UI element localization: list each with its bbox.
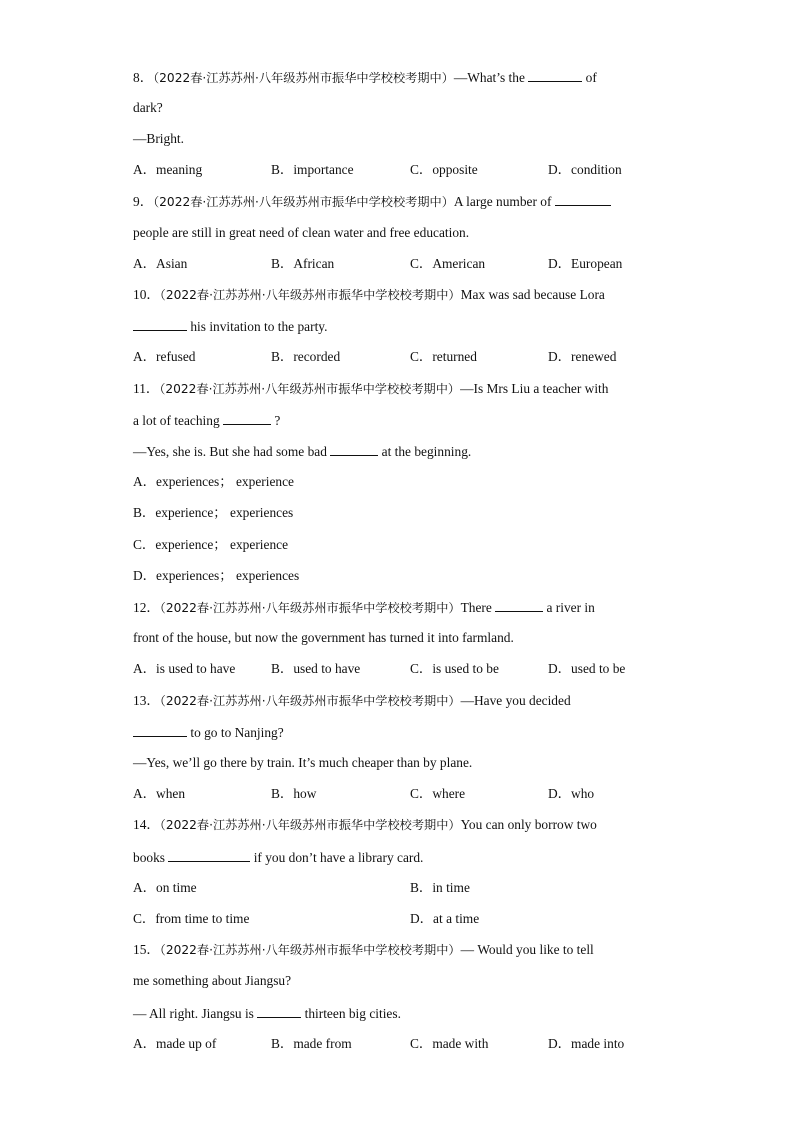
- option-b: B．experience； experiences: [133, 505, 294, 520]
- option-a: A．when: [133, 786, 186, 801]
- question-15-dialog: [133, 1005, 401, 1022]
- question-10-line2: [133, 318, 327, 335]
- question-stem-tail: ?: [271, 413, 281, 428]
- question-stem: —Is Mrs Liu a teacher with: [460, 381, 609, 396]
- question-stem: books: [133, 850, 165, 865]
- question-15-line1: [133, 942, 594, 958]
- question-11-line1: [133, 381, 608, 397]
- dialog-text-tail: at the beginning.: [378, 444, 472, 459]
- option-d: D．who: [548, 786, 595, 801]
- question-8-line1: [133, 69, 597, 86]
- option-b: B．used to have: [271, 661, 361, 676]
- question-stem: There: [460, 600, 492, 615]
- option-b: B．made from: [271, 1036, 352, 1051]
- question-stem: —What’s the: [453, 70, 525, 85]
- answer-blank: [168, 849, 250, 862]
- question-source: （2022春·江苏苏州·八年级苏州市振华中学校校考期中）: [153, 71, 454, 85]
- question-number: 10．: [133, 287, 160, 302]
- question-8-dialog: —Bright.: [133, 131, 184, 146]
- option-c: C．returned: [410, 349, 477, 364]
- question-8-line2: dark?: [133, 100, 163, 115]
- option-b: B．importance: [271, 162, 354, 177]
- option-d: D．at a time: [410, 911, 480, 926]
- option-a: A．meaning: [133, 162, 203, 177]
- option-a: A．experiences； experience: [133, 474, 294, 489]
- question-stem-tail: a river in: [543, 600, 595, 615]
- question-9-line2: people are still in great need of clean water and free education.: [133, 225, 470, 240]
- question-14-line2: [133, 849, 423, 866]
- option-b: B．African: [271, 256, 335, 271]
- question-stem-tail: of: [582, 70, 597, 85]
- question-14-line1: [133, 817, 597, 833]
- question-stem: to go to Nanjing?: [187, 725, 284, 740]
- answer-blank: [133, 318, 187, 331]
- question-source: （2022春·江苏苏州·八年级苏州市振华中学校校考期中）: [159, 694, 461, 708]
- option-c: C．is used to be: [410, 661, 499, 676]
- question-number: 13．: [133, 693, 160, 708]
- option-a: A．refused: [133, 349, 196, 364]
- question-stem-tail: if you don’t have a library card.: [250, 850, 424, 865]
- option-d: D．condition: [548, 162, 622, 177]
- question-13-line1: [133, 693, 571, 709]
- answer-blank: [133, 724, 187, 737]
- option-c: C．made with: [410, 1036, 489, 1051]
- question-11-line2: [133, 412, 280, 429]
- question-12-line1: [133, 599, 595, 616]
- question-source: （2022春·江苏苏州·八年级苏州市振华中学校校考期中）: [159, 601, 461, 615]
- question-source: （2022春·江苏苏州·八年级苏州市振华中学校校考期中）: [153, 195, 454, 209]
- option-a: A．on time: [133, 880, 197, 895]
- option-c: C．experience； experience: [133, 537, 289, 552]
- question-stem: A large number of: [453, 194, 552, 209]
- dialog-text-tail: thirteen big cities.: [301, 1006, 401, 1021]
- dialog-text: —Yes, she is. But she had some bad: [133, 444, 327, 459]
- option-a: A．Asian: [133, 256, 188, 271]
- option-d: D．made into: [548, 1036, 625, 1051]
- question-stem: his invitation to the party.: [187, 319, 328, 334]
- question-source: （2022春·江苏苏州·八年级苏州市振华中学校校考期中）: [159, 382, 461, 396]
- option-a: A．made up of: [133, 1036, 217, 1051]
- option-c: C．where: [410, 786, 466, 801]
- question-number: 11．: [133, 381, 160, 396]
- question-source: （2022春·江苏苏州·八年级苏州市振华中学校校考期中）: [159, 288, 461, 302]
- question-stem: a lot of teaching: [133, 413, 220, 428]
- question-number: 14．: [133, 817, 160, 832]
- question-stem: —Have you decided: [460, 693, 571, 708]
- question-15-line2: me something about Jiangsu?: [133, 973, 292, 988]
- question-stem: Max was sad because Lora: [460, 287, 605, 302]
- answer-blank: [555, 193, 611, 206]
- answer-blank: [528, 69, 582, 82]
- question-number: 9．: [133, 194, 154, 209]
- question-11-dialog: [133, 443, 471, 460]
- question-source: （2022春·江苏苏州·八年级苏州市振华中学校校考期中）: [159, 943, 461, 957]
- option-b: B．recorded: [271, 349, 341, 364]
- question-source: （2022春·江苏苏州·八年级苏州市振华中学校校考期中）: [159, 818, 461, 832]
- option-d: D．experiences； experiences: [133, 568, 300, 583]
- option-d: D．used to be: [548, 661, 626, 676]
- question-9-line1: [133, 193, 611, 210]
- answer-blank: [223, 412, 271, 425]
- question-number: 15．: [133, 942, 160, 957]
- option-b: B．in time: [410, 880, 470, 895]
- question-13-line2: [133, 724, 284, 741]
- option-a: A．is used to have: [133, 661, 236, 676]
- answer-blank: [495, 599, 543, 612]
- answer-blank: [330, 443, 378, 456]
- option-d: D．renewed: [548, 349, 617, 364]
- question-12-line2: front of the house, but now the government has turned it into farmland.: [133, 630, 514, 645]
- question-number: 8．: [133, 70, 154, 85]
- dialog-text: — All right. Jiangsu is: [133, 1006, 254, 1021]
- question-number: 12．: [133, 600, 160, 615]
- question-13-dialog: —Yes, we’ll go there by train. It’s much cheaper than by plane.: [133, 755, 473, 770]
- option-d: D．European: [548, 256, 623, 271]
- option-c: C．opposite: [410, 162, 478, 177]
- question-stem: — Would you like to tell: [460, 942, 594, 957]
- question-stem: You can only borrow two: [460, 817, 597, 832]
- option-c: C．from time to time: [133, 911, 250, 926]
- answer-blank: [257, 1005, 301, 1018]
- question-10-line1: [133, 287, 605, 303]
- option-c: C．American: [410, 256, 486, 271]
- option-b: B．how: [271, 786, 317, 801]
